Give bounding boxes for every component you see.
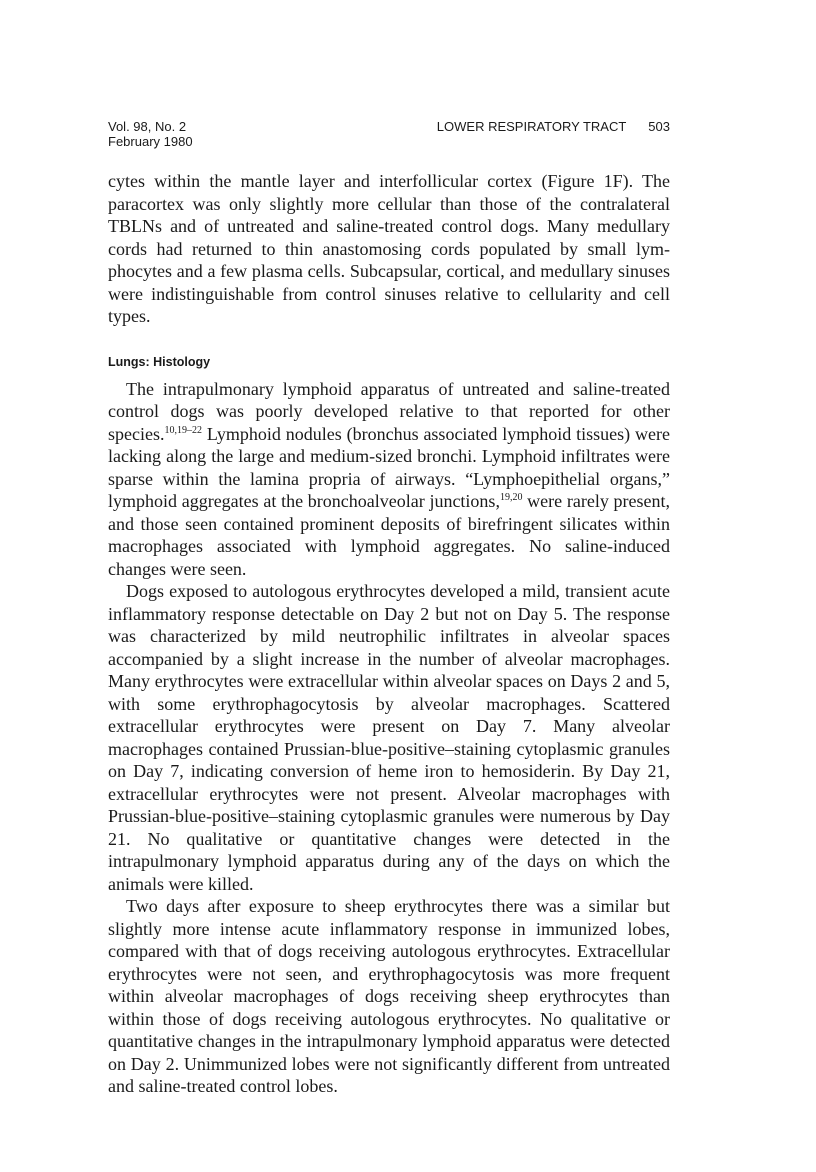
article-body xyxy=(108,170,670,1098)
citation-superscript: 19,20 xyxy=(499,492,523,503)
citation-superscript: 10,19–22 xyxy=(164,424,202,436)
paragraph-continued: cytes within the mantle layer and interfollicular cortex (Figure 1F). The paracortex was only slightly more cellular than those of the contralateral TBLNs and of untreated and saline-treated control dogs. Many medullary cords had returned to thin anastomosing cords populated by small lymphocytes and a few plasma cells. Subcapsular, cortical, and medullary sinuses were indistinguishable from control sinuses relative to cellularity and cell types. xyxy=(108,171,670,326)
paragraph-sheep-erythrocytes: Two days after exposure to sheep erythrocytes there was a similar but slightly more intense acute inflammatory response in immunized lobes, compared with that of dogs receiving autologous erythrocytes. Extracellular erythrocytes were not seen, and erythrophagocytosis was more frequent within alveolar macrophages of dogs receiving sheep erythrocytes than within those of dogs receiving autologous erythrocytes. No qualitative or quantitative changes in the intrapulmonary lymphoid apparatus were detected on Day 2. Unimmunized lobes were not significantly different from untreated and saline-treated control lobes. xyxy=(108,896,670,1096)
issue-date: February 1980 xyxy=(108,134,193,149)
paragraph-autologous-erythrocytes: Dogs exposed to autologous erythrocytes developed a mild, transient acute inflammatory response detectable on Day 2 but not on Day 5. The response was characterized by mild neutrophilic infiltrates in alveolar spaces accompanied by a slight increase in the number of alveolar macrophages. Many erythrocytes were extracellular within alveolar spaces on Days 2 and 5, with some erythrophagocytosis by alveolar macrophages. Scattered extracellular erythrocytes were present on Day 7. Many alveolar macrophages contained Prussian-blue-positive–staining cytoplasmic granules on Day 7, indicating conversion of heme iron to hemosiderin. By Day 21, extracellular erythrocytes were not present. Alveolar macrophages with Prussian-blue-positive–staining cytoplasmic granules were numerous by Day 21. No qualitative or quantitative changes were detected in the intrapulmonary lymphoid apparatus during any of the days on which the animals were killed. xyxy=(108,581,670,894)
running-head xyxy=(437,119,670,134)
paragraph-lymphoid-apparatus xyxy=(108,378,670,581)
page-number: 503 xyxy=(648,119,670,134)
paragraph-text: were rarely present, and those seen contained prominent deposits of birefringent silicates within macrophages associated with lymphoid aggregates. No saline-induced changes were seen. xyxy=(108,491,671,579)
section-heading: Lungs: Histology xyxy=(108,354,211,369)
paragraph-text: The intrapulmonary lymphoid apparatus of untreated and saline-treated control dogs was poorly developed relative to that reported for other species. xyxy=(108,378,670,444)
paragraph-text: Lymphoid nodules (bronchus associated lymphoid tissues) were lacking along the large and medium-sized bronchi. Lymphoid infiltrates were sparse within the lamina propria of airways. “Lymphoepithelial organs,” lymphoid aggregates at the bronchoalveolar junctions, xyxy=(108,423,670,511)
running-title: LOWER RESPIRATORY TRACT xyxy=(436,119,627,134)
journal-info xyxy=(108,119,193,149)
volume-issue: Vol. 98, No. 2 xyxy=(108,119,187,134)
